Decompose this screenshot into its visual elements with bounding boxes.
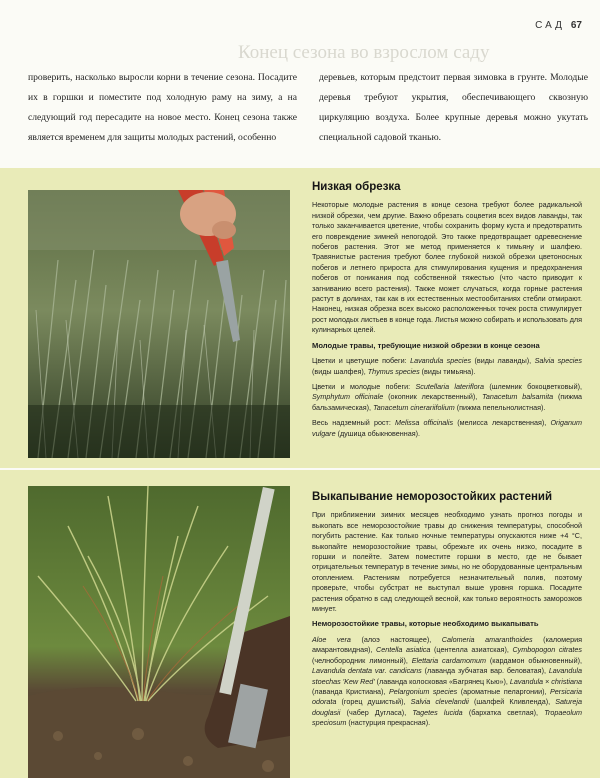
latin-name: Lavandula stoechas 'Kew Red'	[312, 666, 582, 686]
latin-name: Thymus species	[367, 366, 420, 376]
common-name: (пижма бальзамическая),	[312, 392, 583, 412]
latin-name: Origanum vulgare	[312, 418, 583, 438]
list-item	[312, 382, 582, 413]
latin-name: Scutellaria lateriflora	[415, 381, 484, 391]
faded-chapter-title: Конец сезона во взрослом саду	[238, 42, 490, 63]
common-name: (лаванда зубчатая вар. беловатая),	[421, 666, 549, 676]
common-name: (кардамон обыкновенный),	[485, 655, 582, 665]
common-name: (каломерия амарантовидная),	[312, 634, 582, 655]
intro-paragraph-1: проверить, насколько выросли корни в течение сезона. Посадите их в горшки и поместите под холодную раму на зиму, а на следующий год пересадите на новое место. Конец сезона также является временем для защиты молодых растений, особенно	[28, 72, 297, 143]
pruning-box	[312, 182, 582, 444]
lifting-box	[312, 492, 582, 734]
latin-name: Aloe vera	[312, 634, 351, 644]
latin-name: Pelargonium species	[388, 686, 458, 696]
common-name: (ароматные пеларгонии),	[457, 686, 551, 696]
common-name: (виды шалфея),	[312, 366, 368, 376]
common-name: (лаванда колосковая «Багрянец Кью»),	[374, 676, 510, 686]
intro-paragraph-2: деревьев, которым предстоит первая зимовка в грунте. Молодые деревья требуют укрытия, обеспечивающего сквозную циркуляцию воздуха. Более крупные деревья можно укутать специальной садовой тканью.	[319, 72, 588, 143]
latin-name: Lavandula species	[410, 356, 472, 366]
list-item	[312, 418, 582, 439]
latin-name: Persicaria odorata	[312, 686, 582, 707]
latin-name: Cymbopogon citrates	[512, 645, 582, 655]
common-name: (бархатка светлая),	[462, 707, 545, 717]
common-name: (горец душистый),	[336, 697, 411, 707]
intro-text	[28, 68, 588, 148]
lifting-panel	[0, 470, 600, 778]
pruning-heading: Низкая обрезка	[312, 181, 401, 193]
latin-name: Symphytum officinale	[312, 392, 384, 402]
latin-name: Centella asiatica	[376, 645, 431, 655]
pruning-subheading: Молодые травы, требующие низкой обрезки в конце сезона	[312, 340, 540, 350]
latin-name: Salvia species	[534, 356, 582, 366]
latin-name: Tagetes lucida	[412, 707, 463, 717]
latin-name: Calomeria amaranthoides	[441, 634, 533, 644]
common-name: (лаванда Кристиана),	[312, 686, 389, 696]
latin-name: Elettaria cardamomum	[411, 655, 486, 665]
lifting-subheading: Неморозостойкие травы, которые необходимо выкапывать	[312, 619, 539, 629]
lifting-heading: Выкапывание неморозостойких растений	[312, 491, 553, 503]
pruning-paragraph: Некоторые молодые растения в конце сезона требуют более радикальной низкой обрезки, чем другие. Важно обрезать соцветия всех видов лаванды, так только заканчивается цветение, чтобы сохранить форму куста и предотвратить его повреждение зимней непогодой. Это также предотвращает одревеснение побегов растения. Этот же метод применяется к тимьяну и шалфею. Травянистые растения требуют более глубокой низкой обрезки цветоносных побегов и летнего прироста для стимулирования кущения и предохранения побегов от поникания под собственной тяжестью (что часто приводит к загниванию всего растения). Также может случаться, когда горные растения растут в долинах, так как в их естественных местообитаниях стебли отмирают. Наконец, низкая обрезка всех высоко расположенных точек роста стимулирует рост молодых листьев в конце года. Листья можно собирать и использовать для кулинарных целей.	[312, 200, 582, 335]
common-name: (чабер Дугласа),	[340, 707, 413, 717]
common-name: (центелла азиатская),	[430, 645, 513, 655]
latin-name: Tanacetum cinerariifolium	[373, 402, 455, 412]
latin-name: Tanacetum balsamita	[482, 392, 554, 402]
list-item-label: Цветки и молодые побеги:	[312, 381, 416, 391]
latin-name: Lavandula × christiana	[509, 676, 582, 686]
latin-name: Salvia clevelandii	[410, 697, 469, 707]
latin-name: Tropaeolum speciosum	[312, 707, 583, 728]
latin-name: Lavandula dentata var. candicans	[312, 666, 422, 676]
pruning-panel	[0, 168, 600, 468]
common-name: (пижма пепельнолистная).	[454, 402, 546, 412]
running-head	[535, 20, 582, 31]
latin-name: Melissa officinalis	[395, 418, 454, 428]
common-name: (челнобородник лимонный),	[312, 655, 412, 665]
tender-herbs-list	[312, 635, 582, 729]
intro-column-1	[28, 68, 297, 148]
page-number: 67	[570, 20, 582, 31]
common-name: (мелисса лекарственная),	[453, 418, 551, 428]
latin-name: Satureja douglasii	[312, 697, 583, 717]
common-name: (шалфей Кливленда),	[468, 697, 556, 707]
section-name: САД	[535, 20, 565, 31]
common-name: (алоэ настоящее),	[350, 634, 442, 644]
common-name: (окопник лекарственный),	[383, 392, 483, 402]
common-name: (виды тимьяна).	[419, 366, 476, 376]
common-name: (виды лаванды),	[471, 356, 535, 366]
list-item-label: Цветки и цветущие побеги:	[312, 356, 411, 366]
common-name: (настурция прекрасная).	[346, 718, 431, 728]
list-item	[312, 356, 582, 377]
list-item-label: Весь надземный рост:	[312, 418, 395, 428]
intro-column-2	[319, 68, 588, 148]
common-name: (шлемник бокоцветковый),	[484, 381, 582, 391]
grass-digging-photo	[28, 486, 290, 778]
lavender-pruning-photo	[28, 190, 290, 458]
lifting-paragraph: При приближении зимних месяцев необходимо узнать прогноз погоды и выкопать все неморозостойкие травы до снижения температуры, способной погубить растение. Как только ночные температуры опускаются ниже +4 °С, выкопайте неморозостойкие травы, обрежьте их очень низко, посадите в горшки и полейте. Затем поместите горшки в место, где не бывает отрицательных температур в течение зимы, но не оборудованные центральным отоплением. Растениям потребуется незначительный полив, поэтому проверьте, чтобы субстрат не выступал выше уровня горшка. Посадите растения обратно в сад следующей весной, как только вероятность заморозков минует.	[312, 510, 582, 614]
common-name: (душица обыкновенная).	[335, 428, 420, 438]
